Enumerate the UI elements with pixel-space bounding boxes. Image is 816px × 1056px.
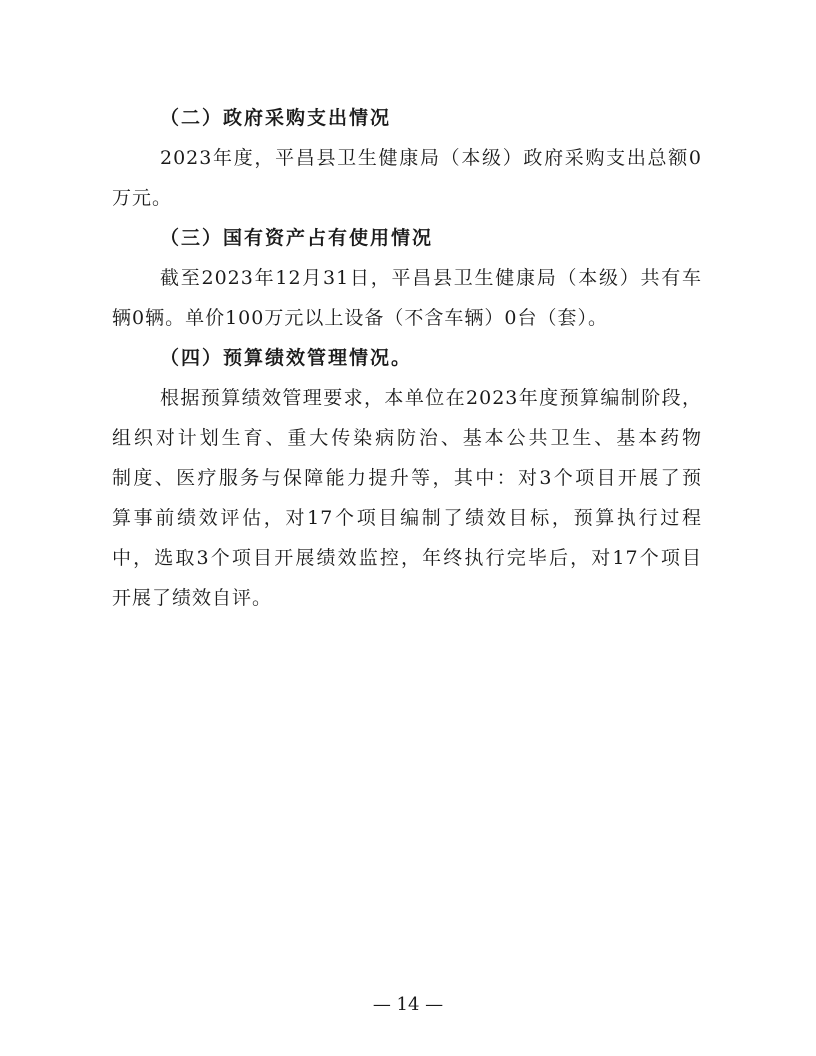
section-heading-procurement: （二）政府采购支出情况 bbox=[160, 107, 392, 129]
paragraph-line: 截至2023年12月31日，平昌县卫生健康局（本级）共有车 bbox=[160, 267, 702, 289]
paragraph-line: 万元。 bbox=[112, 187, 173, 209]
paragraph-line: 根据预算绩效管理要求，本单位在2023年度预算编制阶段， bbox=[160, 387, 702, 409]
paragraph-line: 算事前绩效评估，对17个项目编制了绩效目标，预算执行过程 bbox=[112, 507, 702, 529]
paragraph-line: 组织对计划生育、重大传染病防治、基本公共卫生、基本药物 bbox=[112, 427, 702, 449]
paragraph-line: 制度、医疗服务与保障能力提升等，其中：对3个项目开展了预 bbox=[112, 467, 702, 489]
page-number: — 14 — bbox=[372, 994, 444, 1015]
section-heading-performance: （四）预算绩效管理情况。 bbox=[160, 347, 413, 369]
paragraph-line: 中，选取3个项目开展绩效监控，年终执行完毕后，对17个项目 bbox=[112, 547, 702, 569]
paragraph-line: 开展了绩效自评。 bbox=[112, 587, 273, 609]
section-heading-state-assets: （三）国有资产占有使用情况 bbox=[160, 227, 434, 249]
paragraph-line: 2023年度，平昌县卫生健康局（本级）政府采购支出总额0 bbox=[160, 147, 702, 169]
paragraph-line: 辆0辆。单价100万元以上设备（不含车辆）0台（套）。 bbox=[112, 307, 608, 329]
